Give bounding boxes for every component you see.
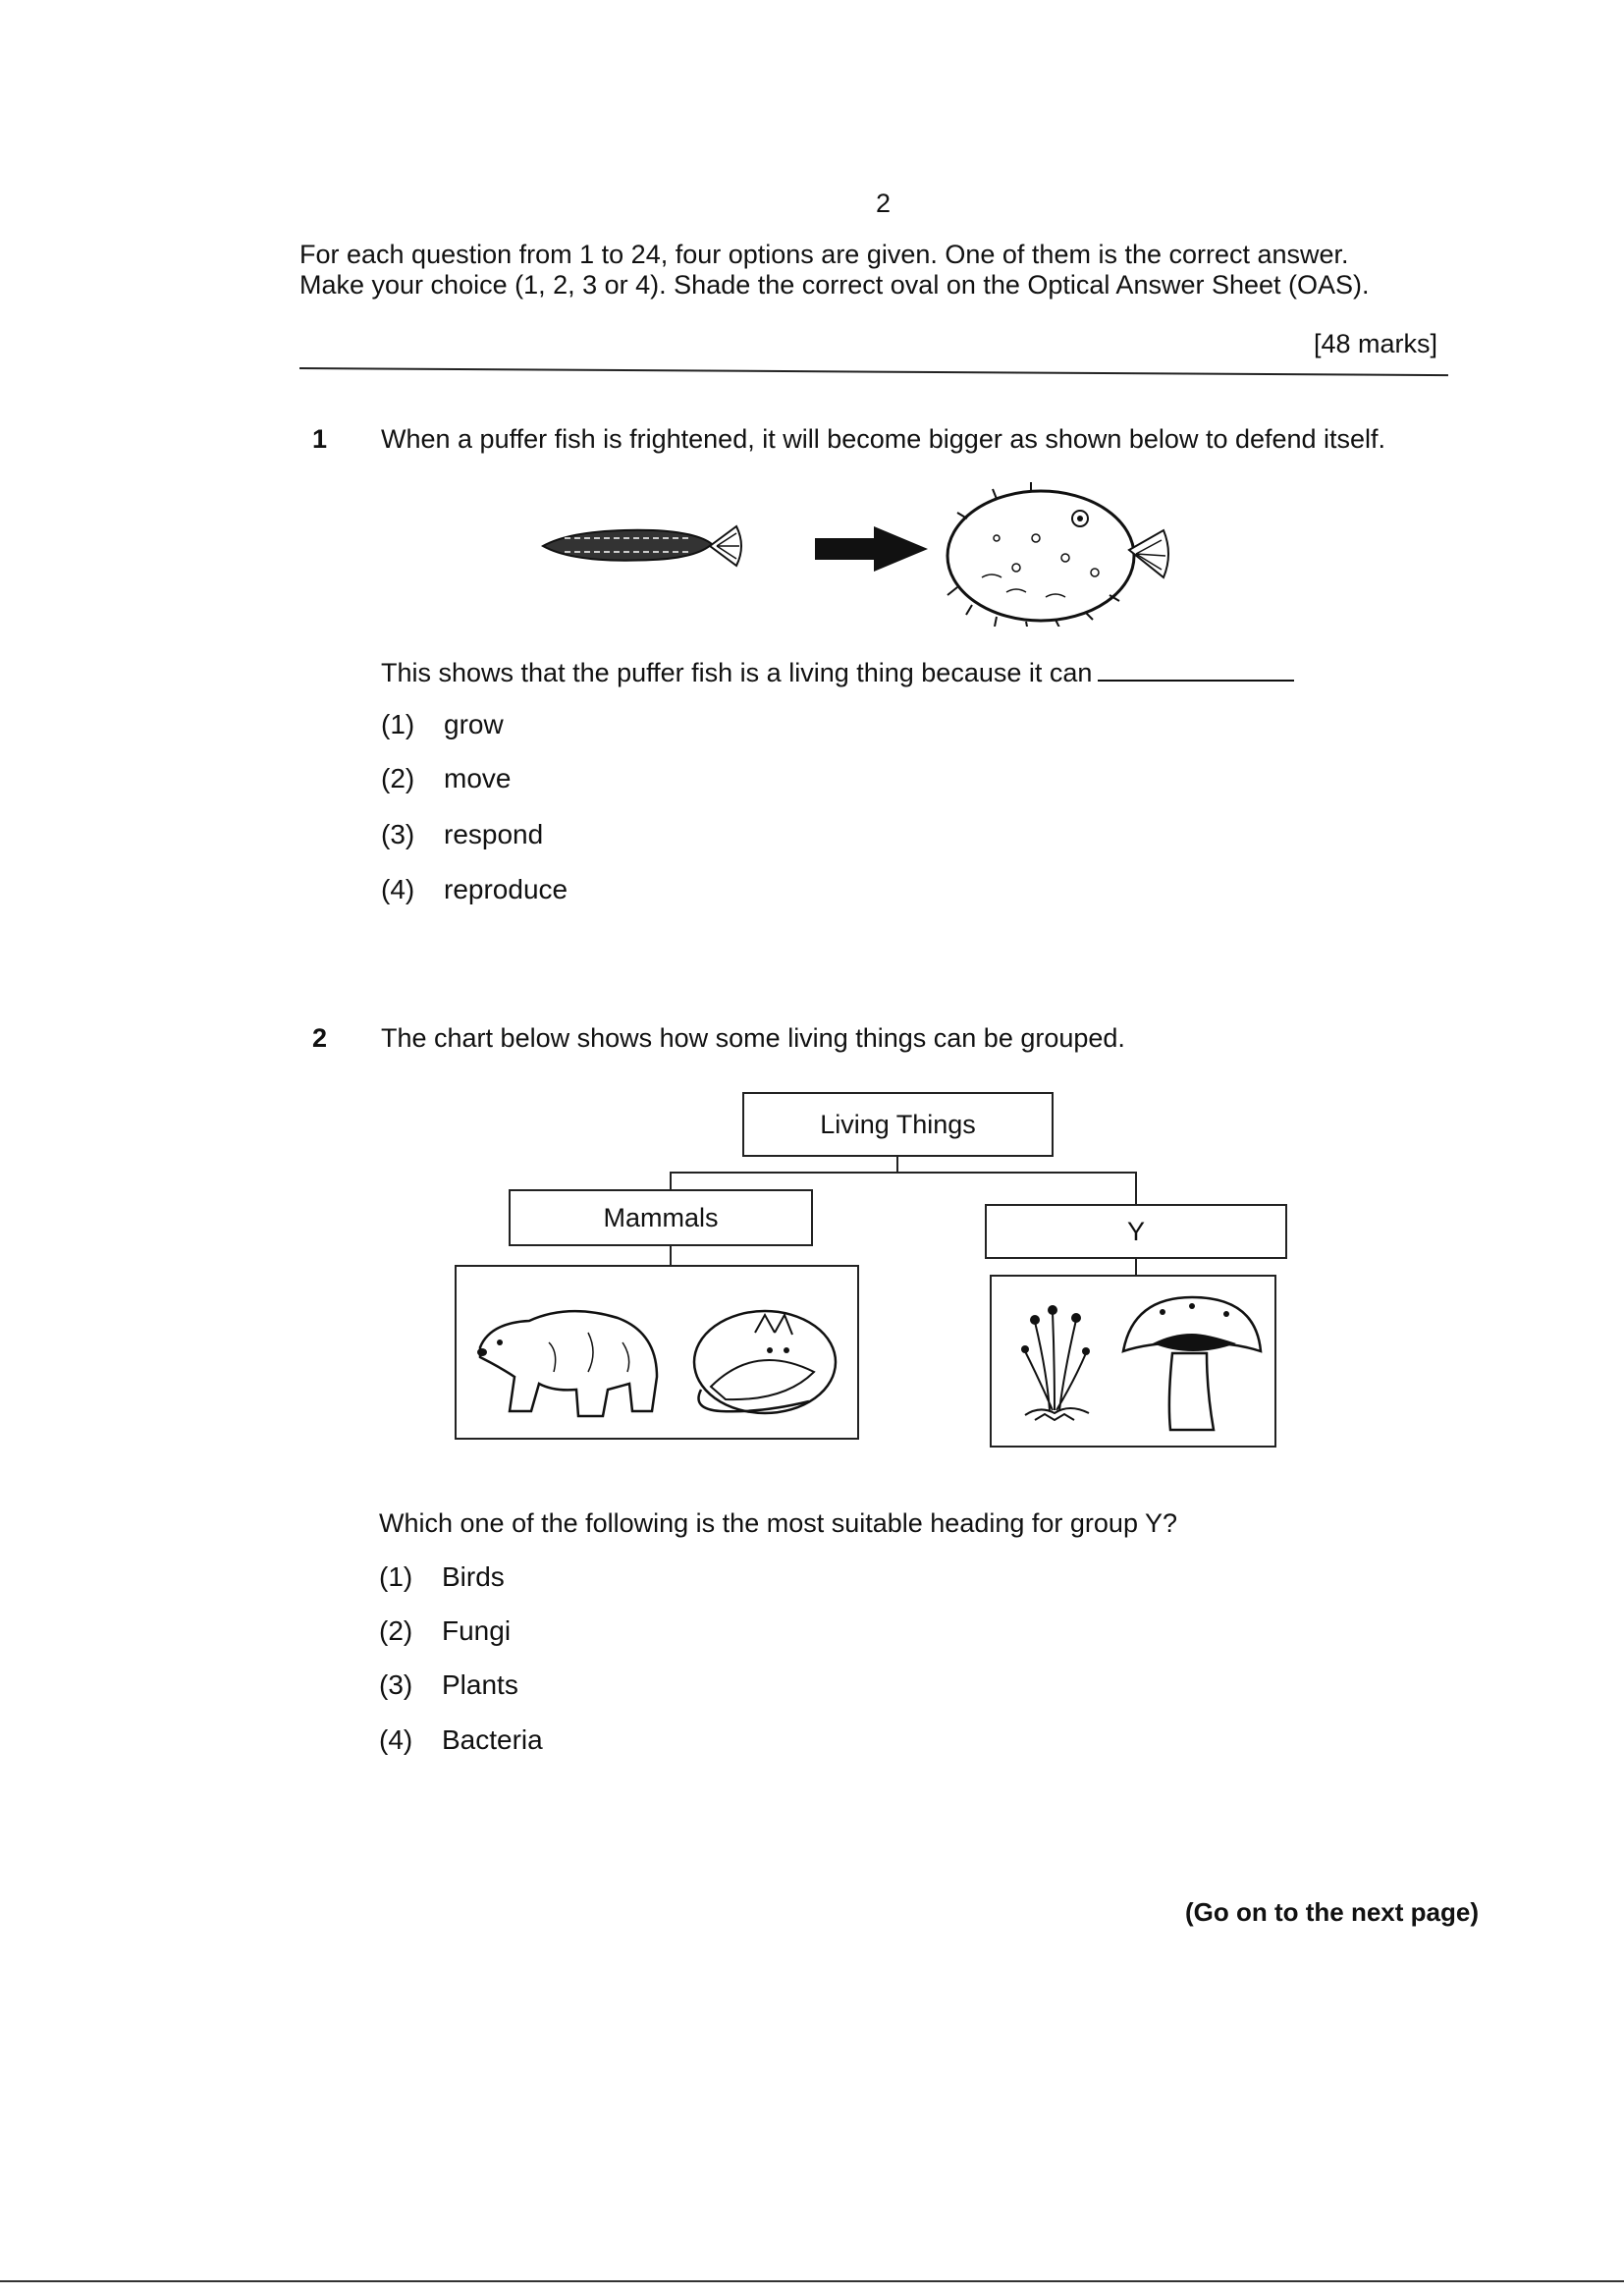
instructions-line-2: Make your choice (1, 2, 3 or 4). Shade the correct oval on the Optical Answer Sheet (OAS). [299,270,1370,300]
option-number: (1) [379,1561,413,1592]
chart-right-box [985,1204,1287,1259]
question-1-prompt-text: This shows that the puffer fish is a living thing because it can [381,658,1093,687]
option-text: Birds [442,1561,505,1592]
divider [299,367,1448,376]
question-2-option-4[interactable] [379,1724,543,1756]
option-number: (1) [381,709,415,739]
puffer-fish-illustration [535,479,1203,627]
option-text: Bacteria [442,1724,543,1755]
chart-left-box [509,1189,813,1246]
slim-fish-icon [543,526,741,566]
option-number: (2) [381,763,415,793]
question-1-text: When a puffer fish is frightened, it will become bigger as shown below to defend itself. [381,424,1386,454]
question-1-option-2[interactable] [381,763,511,794]
mammals-picture-box [455,1265,859,1440]
question-2-text: The chart below shows how some living things can be grouped. [381,1023,1125,1053]
chart-root-label: Living Things [820,1109,976,1139]
connector-horizontal [670,1172,1137,1174]
instructions-line-1: For each question from 1 to 24, four options are given. One of them is the correct answer. [299,240,1349,269]
answer-blank [1098,658,1294,682]
question-1-option-4[interactable] [381,874,568,905]
option-text: respond [444,819,544,849]
option-text: Fungi [442,1615,512,1646]
right-arrow-icon [815,526,928,572]
question-2-option-1[interactable] [379,1561,505,1593]
total-marks: [48 marks] [1313,329,1437,358]
question-2-prompt: Which one of the following is the most suitable heading for group Y? [379,1508,1177,1538]
question-2-option-3[interactable] [379,1669,518,1701]
option-text: reproduce [444,874,568,904]
question-1-option-3[interactable] [381,819,543,850]
option-text: move [444,763,512,793]
mammals-illustration [460,1274,853,1431]
option-number: (4) [381,874,415,904]
chart-left-label: Mammals [603,1202,719,1232]
connector-right [1135,1172,1137,1205]
chart-right-label: Y [1126,1216,1145,1246]
page-number: 2 [876,189,892,218]
connector-left-down [670,1246,672,1266]
group-y-picture-box [990,1275,1276,1448]
connector-right-down [1135,1259,1137,1275]
cat-icon [694,1311,836,1413]
puffed-fish-icon [947,482,1168,627]
polar-bear-icon [477,1311,657,1416]
option-number: (3) [379,1669,413,1700]
question-1-prompt [381,658,1294,688]
instructions [299,240,1483,301]
option-text: grow [444,709,504,739]
connector-left [670,1172,672,1189]
option-number: (3) [381,819,415,849]
question-1-option-1[interactable] [381,709,504,740]
question-1-number: 1 [312,424,328,454]
option-number: (2) [379,1615,413,1646]
question-2-number: 2 [312,1023,328,1053]
chart-root-box [742,1092,1054,1157]
bottom-edge-line [0,2280,1624,2282]
option-number: (4) [379,1724,413,1755]
option-text: Plants [442,1669,518,1700]
go-on-footer: (Go on to the next page) [1185,1897,1479,1927]
bread-mould-icon [1021,1305,1090,1420]
connector-root [896,1157,898,1173]
mushroom-icon [1123,1297,1261,1430]
question-2-option-2[interactable] [379,1615,511,1647]
group-y-illustration [996,1283,1271,1440]
